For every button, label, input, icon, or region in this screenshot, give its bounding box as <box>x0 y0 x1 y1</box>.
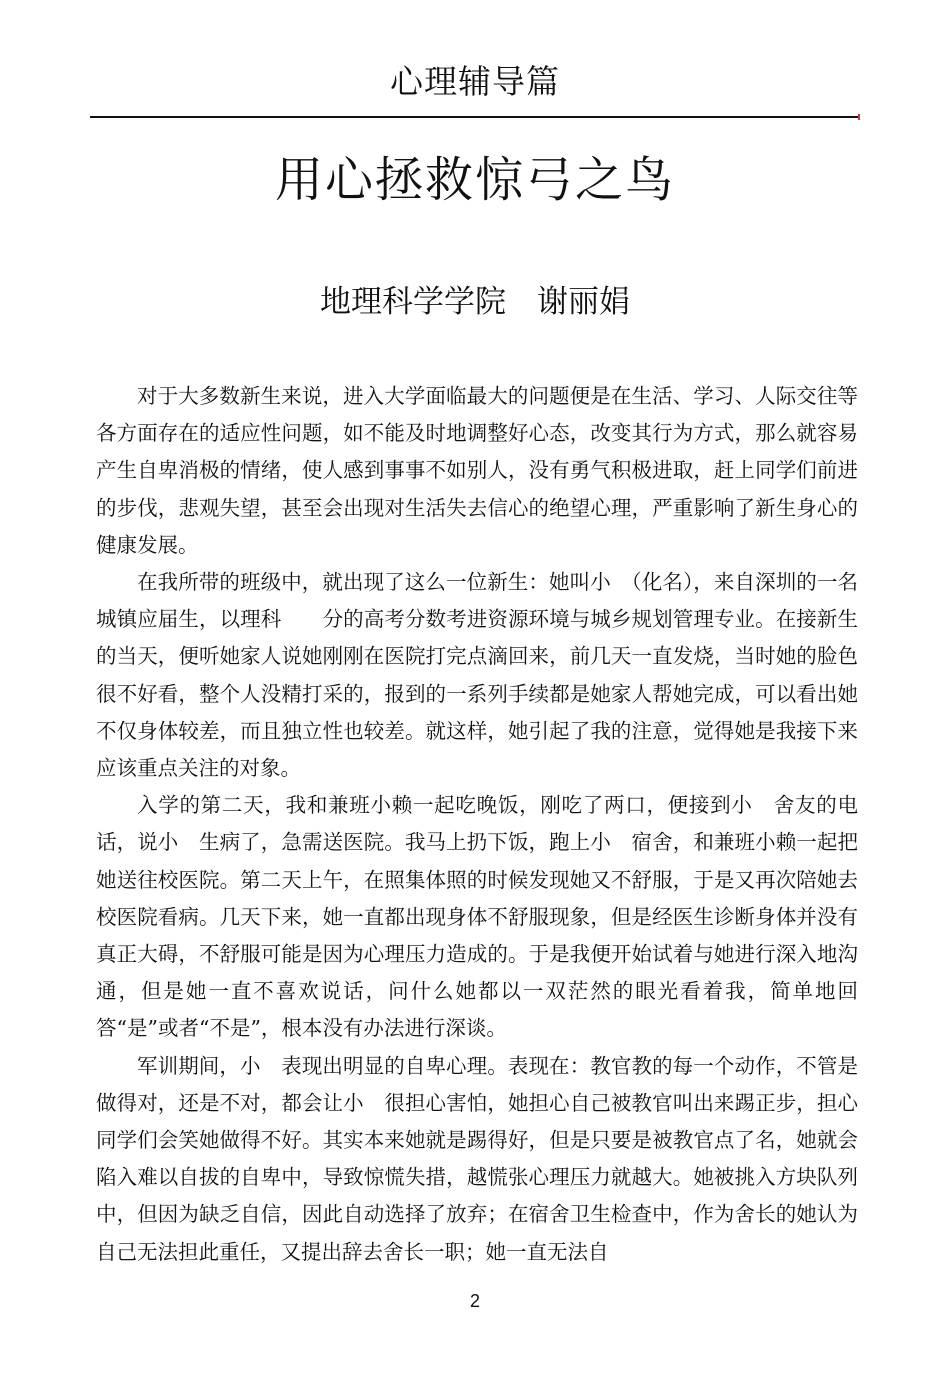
article-body <box>96 378 858 1271</box>
article-title: 用心拯救惊弓之鸟 <box>274 152 675 208</box>
body-paragraph-1: 对于大多数新生来说，进入大学面临最大的问题便是在生活、学习、人际交往等各方面存在的适应性问题，如不能及时地调整好心态，改变其行为方式，那么就容易产生自卑消极的情绪，使人感到事事不如别人，没有勇气积极进取，赶上同学们前进的步伐，悲观失望，甚至会出现对生活失去信心的绝望心理，严重影响了新生身心的健康发展。 <box>96 384 858 557</box>
body-paragraph-3: 入学的第二天，我和兼班小赖一起吃晚饭，刚吃了两口，便接到小 舍友的电话，说小 生病了，急需送医院。我马上扔下饭，跑上小 宿舍，和兼班小赖一起把她送往校医院。第二天上午，在照集体照的时候发现她又不舒服，于是又再次陪她去校医院看病。几天下来，她一直都出现身体不舒服现象，但是经医生诊断身体并没有真正大碍，不舒服可能是因为心理压力造成的。于是我便开始试着与她进行深入地沟通，但是她一直不喜欢说话，问什么她都以一双茫然的眼光看着我，简单地回答“是”或者“不是”，根本没有办法进行深谈。 <box>96 793 858 1041</box>
section-header-title: 心理辅导篇 <box>390 62 560 101</box>
body-paragraph-4: 军训期间，小 表现出明显的自卑心理。表现在：教官教的每一个动作，不管是做得对，还是不对，都会让小 很担心害怕，她担心自己被教官叫出来踢正步，担心同学们会笑她做得不好。其实本来她就是踢得好，但是只要是被教官点了名，她就会陷入难以自拔的自卑中，导致惊慌失措，越慌张心理压力就越大。她被挑入方块队列中，但因为缺乏自信，因此自动选择了放弃；在宿舍卫生检查中，作为舍长的她认为自己无法担此重任，又提出辞去舍长一职；她一直无法自 <box>96 1053 858 1264</box>
article-byline: 地理科学学院 谢丽娟 <box>320 284 630 320</box>
header-divider <box>90 116 860 118</box>
page-number: 2 <box>469 1291 480 1311</box>
header-divider-end-mark <box>858 114 860 120</box>
body-paragraph-2: 在我所带的班级中，就出现了这么一位新生：她叫小 （化名），来自深圳的一名城镇应届生，以理科 分的高考分数考进资源环境与城乡规划管理专业。在接新生的当天，便听她家人说她刚刚在医院打完点滴回来，前几天一直发烧，当时她的脸色很不好看，整个人没精打采的，报到的一系列手续都是她家人帮她完成，可以看出她不仅身体较差，而且独立性也较差。就这样，她引起了我的注意，觉得她是我接下来应该重点关注的对象。 <box>96 570 858 781</box>
